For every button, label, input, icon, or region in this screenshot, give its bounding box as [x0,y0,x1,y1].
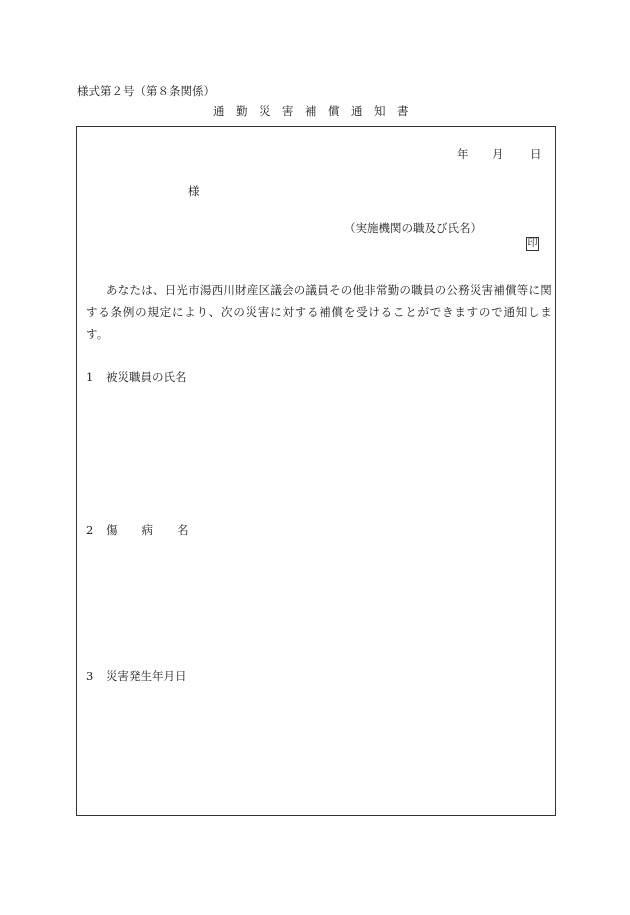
form-number-label: 様式第２号（第８条関係） [77,84,215,98]
section-3-number: 3 [86,669,94,683]
seal-mark: 印 [527,238,538,249]
section-1-label: 被災職員の氏名 [106,370,187,384]
section-3-label: 災害発生年月日 [106,669,187,683]
section-2 [86,522,213,538]
date-month-label: 月 [492,147,504,161]
document-title: 通勤災害補償通知書 [213,104,420,118]
section-3 [86,668,187,684]
date-day-label: 日 [530,147,542,161]
issuer-label: （実施機関の職及び氏名） [344,221,482,235]
section-2-label: 傷病名 [106,523,213,537]
form-frame [76,126,556,816]
date-year-label: 年 [457,147,469,161]
addressee-suffix: 様 [188,184,200,198]
section-1-number: 1 [86,370,94,384]
section-2-number: 2 [86,523,94,537]
notice-body-text: あなたは、日光市湯西川財産区議会の議員その他非常勤の職員の公務災害補償等に関する条例の規定により、次の災害に対する補償を受けることができますので通知します。 [86,283,552,341]
section-1 [86,369,187,385]
